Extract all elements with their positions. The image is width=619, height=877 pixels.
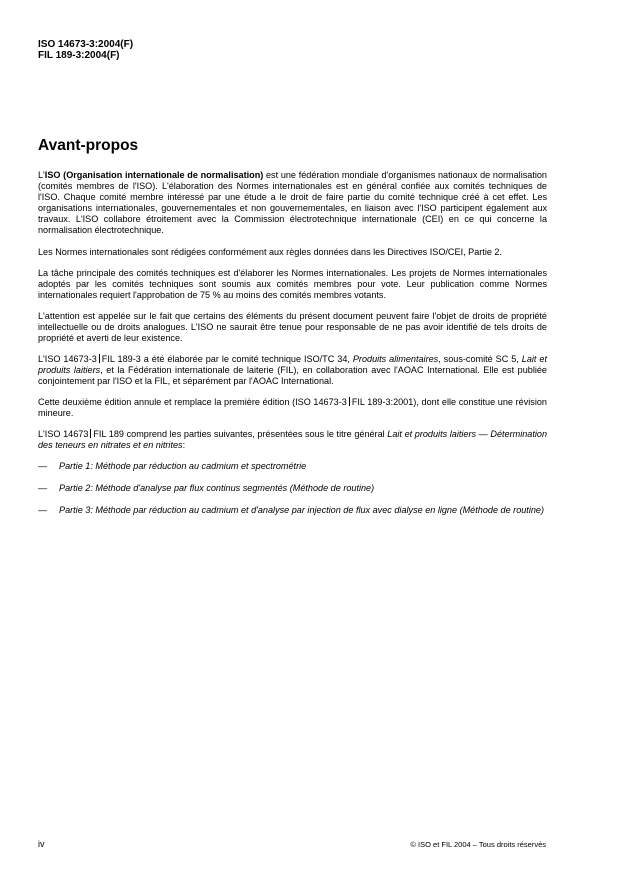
text-run: Cette deuxième édition annule et remplace la première édition (ISO 14673-3 (38, 397, 347, 407)
copyright-notice: © ISO et FIL 2004 – Tous droits réservés (410, 840, 546, 849)
separator-bar (99, 354, 100, 363)
list-item (38, 461, 547, 472)
list-dash: — (38, 461, 48, 471)
text-run: FIL 189-3:2001), dont elle constitue une révision mineure. (38, 397, 547, 418)
iso-reference: ISO 14673-3:2004(F) (38, 39, 134, 50)
paragraph-edition (38, 397, 547, 419)
paragraph-iso-intro (38, 170, 547, 236)
document-header (38, 39, 133, 61)
text-run: , sous-comité SC 5, (438, 354, 522, 364)
text-run: L' (38, 170, 45, 180)
paragraph-technical-committees: La tâche principale des comités techniques est d'élaborer les Normes internationales. Les projets de Normes internationales adoptés par les comités techniques sont soumis aux comités membres pour vote. Leur publication comme Normes internationales requiert l'approbation de 75 % au moins des comités membres votants. (38, 268, 547, 300)
text-run: L'ISO 14673 (38, 429, 89, 439)
separator-bar (349, 397, 350, 406)
paragraph-patent-rights: L'attention est appelée sur le fait que certains des éléments du présent document peuvent faire l'objet de droits de propriété intellectuelle ou de droits analogues. L'ISO ne saurait être tenue pour responsable de ne pas avoir identifié de tels droits de propriété et averti de leur existence. (38, 311, 547, 343)
separator-bar (90, 429, 91, 438)
paragraph-parts-intro (38, 429, 547, 451)
text-run: , et la Fédération internationale de laiterie (FIL), en collaboration avec l'AOAC International. Elle est publiée conjointement par l'ISO et la FIL, et séparément par l'AOAC International. (38, 365, 547, 386)
page-number: iv (38, 839, 45, 849)
text-run: L'ISO 14673-3 (38, 354, 97, 364)
list-dash: — (38, 483, 48, 493)
page-title: Avant-propos (38, 137, 139, 154)
italic-run: Lait et produits laitiers (38, 354, 547, 375)
list-item-text: Partie 2: Méthode d'analyse par flux continus segmentés (Méthode de routine) (59, 483, 375, 493)
italic-run: Produits alimentaires (352, 354, 439, 364)
document-body (38, 170, 547, 527)
text-run: FIL 189 comprend les parties suivantes, présentées sous le titre général (93, 429, 388, 439)
text-run: est une fédération mondiale d'organismes nationaux de normalisation (comités membres de l'ISO). L'élaboration des Normes internationales est en général confiée aux comités techniques de l'ISO. Chaque comité membre intéressé par une étude a le droit de faire partie du comité technique créé à cet effet. Les organisations internationales, gouvernementales et non gouvernementales, en liaison avec l'ISO participent également aux travaux. L'ISO collabore étroitement avec la Commission électrotechnique internationale (CEI) en ce qui concerne la normalisation électrotechnique. (38, 170, 547, 235)
list-item-text: Partie 3: Méthode par réduction au cadmium et d'analyse par injection de flux avec dialyse en ligne (Méthode de routine) (59, 505, 544, 515)
text-run: : (182, 440, 186, 450)
paragraph-committee-info (38, 354, 547, 387)
italic-run: Lait et produits laitiers — Détermination des teneurs en nitrates et en nitrites (38, 429, 547, 450)
list-dash: — (38, 505, 48, 515)
text-run: FIL 189-3 a été élaborée par le comité technique ISO/TC 34, (101, 354, 353, 364)
paragraph-directives: Les Normes internationales sont rédigées conformément aux règles données dans les Directives ISO/CEI, Partie 2. (38, 247, 503, 257)
fil-reference: FIL 189-3:2004(F) (38, 50, 120, 61)
iso-definition-bold: ISO (Organisation internationale de normalisation) (44, 170, 264, 180)
list-item-text: Partie 1: Méthode par réduction au cadmium et spectrométrie (59, 461, 307, 471)
parts-list (38, 461, 547, 516)
list-item (38, 483, 547, 494)
list-item (38, 505, 547, 516)
